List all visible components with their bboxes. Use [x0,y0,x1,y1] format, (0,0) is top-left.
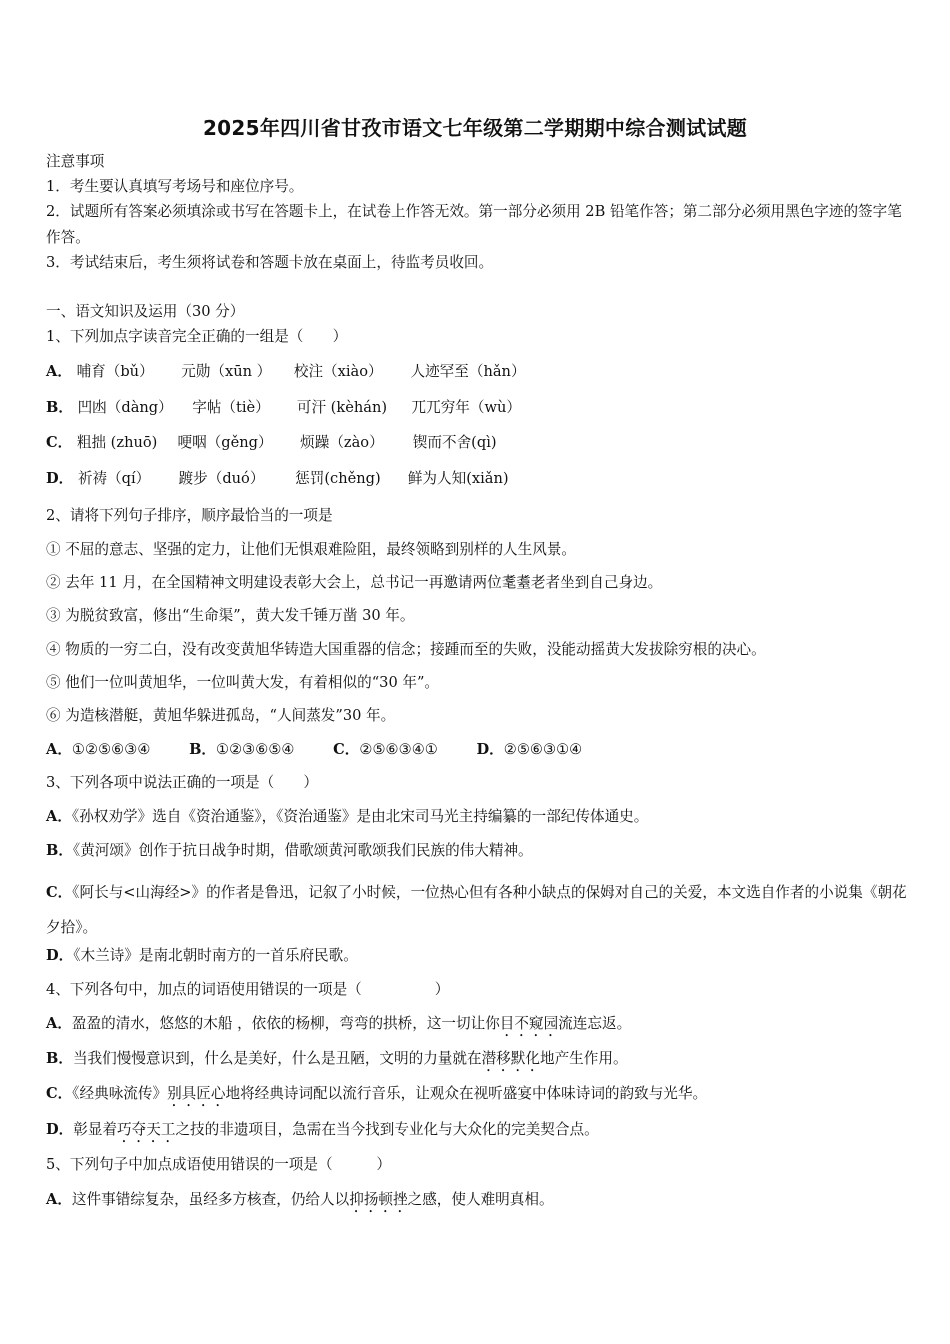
choice-text: ①②③⑥⑤④ [216,741,295,758]
option-label: A． [46,808,72,825]
option-text: 流连忘返。 [558,1015,632,1032]
option-text: 地将经典诗词配以流行音乐，让观众在视听盛宴中体味诗词的韵致与光华。 [225,1085,708,1102]
option-word: 哽咽（gěng） [177,434,273,451]
choice-d [477,740,583,760]
option-text: 盈盈的清水，悠悠的木船 ，依依的杨柳，弯弯的拱桥，这一切让你 [71,1015,500,1032]
q4-option-b [46,1049,908,1075]
notice-item-2: 2．试题所有答案必须填涂或书写在答题卡上，在试卷上作答无效。第一部分必须用 2B 铅笔作答；第二部分必须用黑色字迹的签字笔作答。 [46,203,902,246]
notice-item-3: 3．考试结束后，考生须将试卷和答题卡放在桌面上，待监考员收回。 [46,254,494,271]
option-word: 惩罚(chěng) [295,470,381,487]
exam-title: 2025年四川省甘孜市语文七年级第二学期期中综合测试试题 [202,116,748,140]
q2-sentence-3: ③ 为脱贫致富，修出“生命渠”，黄大发千锤万凿 30 年。 [46,607,415,624]
q3-option-a [46,807,908,827]
option-label: B． [46,399,73,416]
q5-stem: 5、下列句子中加点成语使用错误的一项是（ ） [46,1156,391,1173]
option-text: 地产生作用。 [539,1050,628,1067]
q3-option-b [46,841,908,861]
choice-c [333,740,438,760]
q3-option-c [46,875,908,945]
q2-stem: 2、请将下列句子排序，顺序最恰当的一项是 [46,507,333,524]
q2-sentence-2: ② 去年 11 月，在全国精神文明建设表彰大会上，总书记一再邀请两位耄耋老者坐到自己身边。 [46,574,663,591]
notice-item-1: 1．考生要认真填写考场号和座位序号。 [46,178,304,195]
choice-a [46,740,150,760]
option-label: D． [46,470,74,487]
q2-sentence-4: ④ 物质的一穷二白，没有改变黄旭华铸造大国重器的信念；接踵而至的失败，没能动摇黄大发拔除穷根的决心。 [46,641,766,658]
option-text: 《黄河颂》创作于抗日战争时期，借歌颂黄河歌颂我们民族的伟大精神。 [72,842,533,859]
option-text: 彰显着 [73,1121,118,1138]
option-label: A． [46,363,72,380]
option-word: 人迹罕至（hǎn） [410,363,526,380]
choice-label: A． [46,741,72,758]
q4-option-d [46,1120,908,1146]
option-text: 这件事错综复杂，虽经多方核查，仍给人以 [71,1191,350,1208]
choice-label: C． [333,741,360,758]
option-text: 当我们慢慢意识到，什么是美好，什么是丑陋，文明的力量就在 [72,1050,482,1067]
q1-option-b [46,398,908,418]
q1-option-c [46,433,908,453]
q3-option-d [46,946,908,966]
notice-heading: 注意事项 [46,153,105,170]
option-text: 《阿长与<山海经>》的作者是鲁迅，记叙了小时候，一位热心但有各种小缺点的保姆对自己的关爱，本文选自作者的小说集《朝花夕拾》。 [46,884,907,936]
q4-stem: 4、下列各句中，加点的词语使用错误的一项是（ ） [46,981,450,998]
option-word: 兀兀穷年（wù） [411,399,521,416]
option-label: A． [46,1015,72,1032]
option-label: C． [46,434,73,451]
option-word: 元勋（xūn ） [181,363,272,380]
option-word: 鲜为人知(xiǎn) [407,470,509,487]
option-word: 祈祷（qí） [77,470,151,487]
option-word: 烦躁（zào） [300,434,384,451]
option-label: D． [46,947,74,964]
choice-label: B． [189,741,216,758]
option-label: C． [46,1085,73,1102]
section-heading: 一、语文知识及运用（30 分） [46,303,245,320]
choice-b [189,740,294,760]
choice-label: D． [476,741,504,758]
choice-text: ②⑤⑥③④① [359,741,438,758]
option-text: 《经典咏流传》 [72,1085,168,1102]
option-text: 《孙权劝学》选自《资治通鉴》，《资治通鉴》是由北宋司马光主持编纂的一部纪传体通史。 [71,808,649,825]
option-word: 哺育（bǔ） [76,363,154,380]
option-word: 字帖（tiè） [192,399,270,416]
q2-sentence-6: ⑥ 为造核潜艇，黄旭华躲进孤岛，“人间蒸发”30 年。 [46,707,396,724]
option-label: D． [46,1121,74,1138]
choice-text: ②⑤⑥③①④ [503,741,583,758]
q2-sentence-1: ① 不屈的意志、坚强的定力，让他们无惧艰难险阻，最终领略到别样的人生风景。 [46,541,577,558]
q4-option-c [46,1084,908,1110]
dotted-phrase: 抑扬顿挫 [349,1191,408,1208]
option-word: 踱步（duó） [178,470,265,487]
option-word: 粗拙 (zhuō) [76,434,158,451]
q2-choices [46,740,908,760]
dotted-phrase: 别具匠心 [167,1085,226,1102]
option-word: 校注（xiào） [293,363,383,380]
dotted-phrase: 巧夺天工 [117,1121,176,1138]
option-word: 可汗 (kèhán) [296,399,388,416]
q4-option-a [46,1014,908,1040]
option-word: 锲而不舍(qì) [412,434,497,451]
option-label: A． [46,1191,72,1208]
dotted-phrase: 目不窥园 [499,1015,559,1032]
choice-text: ①②⑤⑥③④ [71,741,151,758]
option-text: 《木兰诗》是南北朝时南方的一首乐府民歌。 [73,947,358,964]
dotted-phrase: 潜移默化 [481,1050,540,1067]
q1-option-a [46,362,908,382]
option-text: 之感，使人难明真相。 [407,1191,554,1208]
q1-option-d [46,469,908,489]
q3-stem: 3、下列各项中说法正确的一项是（ ） [46,774,318,791]
option-label: B． [46,1050,73,1067]
q1-stem: 1、下列加点字读音完全正确的一组是（ ） [46,328,348,345]
option-text: 之技的非遗项目，急需在当今找到专业化与大众化的完美契合点。 [175,1121,599,1138]
option-label: C． [46,884,73,901]
option-word: 凹凼（dàng） [77,399,173,416]
q2-sentence-5: ⑤ 他们一位叫黄旭华，一位叫黄大发，有着相似的“30 年”。 [46,674,440,691]
option-label: B． [46,842,73,859]
q5-option-a [46,1190,908,1216]
